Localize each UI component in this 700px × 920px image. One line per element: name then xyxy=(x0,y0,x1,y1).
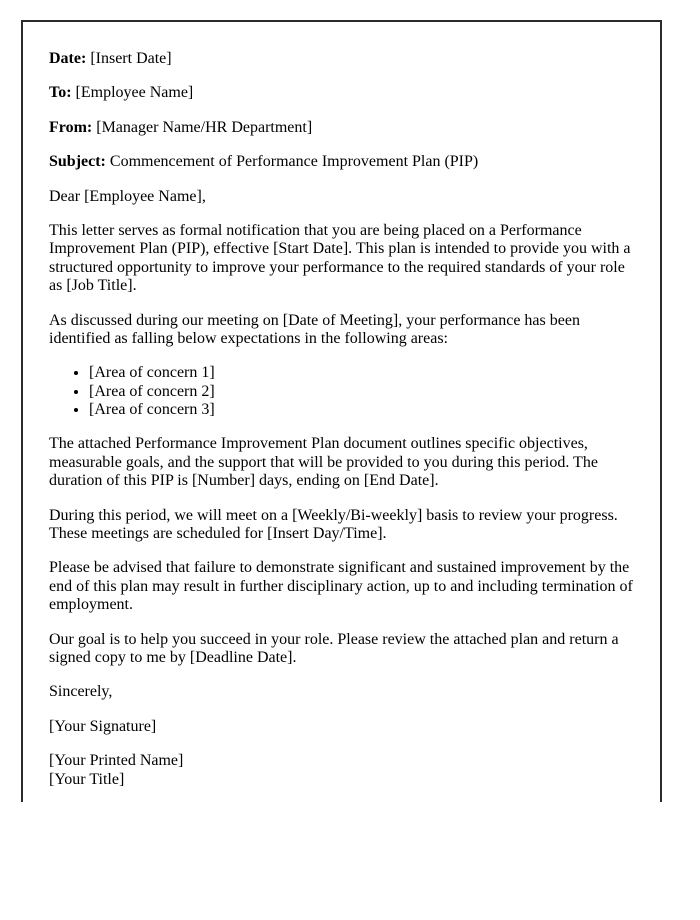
date-value: [Insert Date] xyxy=(86,50,172,67)
from-value: [Manager Name/HR Department] xyxy=(92,118,313,136)
salutation: Dear [Employee Name], xyxy=(49,187,206,205)
paragraph-meeting-schedule: During this period, we will meet on a [Weekly/Bi-weekly] basis to review your progress. These meetings are scheduled for [Insert Day/Time]. xyxy=(49,506,618,543)
date-label: Date: xyxy=(49,50,87,67)
header-field-from xyxy=(49,119,634,137)
signature-title: [Your Title] xyxy=(49,770,125,788)
paragraph-warning: Please be advised that failure to demonstrate significant and sustained improvement by the end of this plan may result in further disciplinary action, up to and including termination of employment. xyxy=(49,559,633,614)
from-label: From: xyxy=(49,118,93,136)
signature-placeholder: [Your Signature] xyxy=(49,717,157,735)
list-item-concern-3: • [Area of concern 3] xyxy=(89,401,634,419)
header-field-date xyxy=(49,50,634,68)
to-label: To: xyxy=(49,84,72,102)
signature-block xyxy=(49,752,634,789)
letter-document xyxy=(21,20,662,802)
header-field-to xyxy=(49,84,634,102)
list-item-concern-1: • [Area of concern 1] xyxy=(89,364,634,382)
paragraph-meeting-discussion: As discussed during our meeting on [Date of Meeting], your performance has been identified as falling below expectations in the following areas: xyxy=(49,311,580,347)
list-item-concern-2: • [Area of concern 2] xyxy=(89,383,634,401)
subject-label: Subject: xyxy=(49,153,106,171)
areas-of-concern-list xyxy=(49,364,634,419)
paragraph-goal: Our goal is to help you succeed in your role. Please review the attached plan and return a signed copy to me by [Deadline Date]. xyxy=(49,630,619,666)
subject-value: Commencement of Performance Improvement Plan (PIP) xyxy=(105,153,479,171)
to-value: [Employee Name] xyxy=(71,84,194,102)
header-field-subject xyxy=(49,153,634,171)
paragraph-notification: This letter serves as formal notification that you are being placed on a Performance Improvement Plan (PIP), effective [Start Date]. This plan is intended to provide you with a structured opportunity to improve your performance to the required standards of your role as [Job Title]. xyxy=(49,221,631,295)
closing: Sincerely, xyxy=(49,683,113,701)
signature-printed-name: [Your Printed Name] xyxy=(49,752,184,770)
paragraph-plan-details: The attached Performance Improvement Plan document outlines specific objectives, measurable goals, and the support that will be provided to you during this period. The duration of this PIP is [Number] days, ending on [End Date]. xyxy=(49,435,598,490)
